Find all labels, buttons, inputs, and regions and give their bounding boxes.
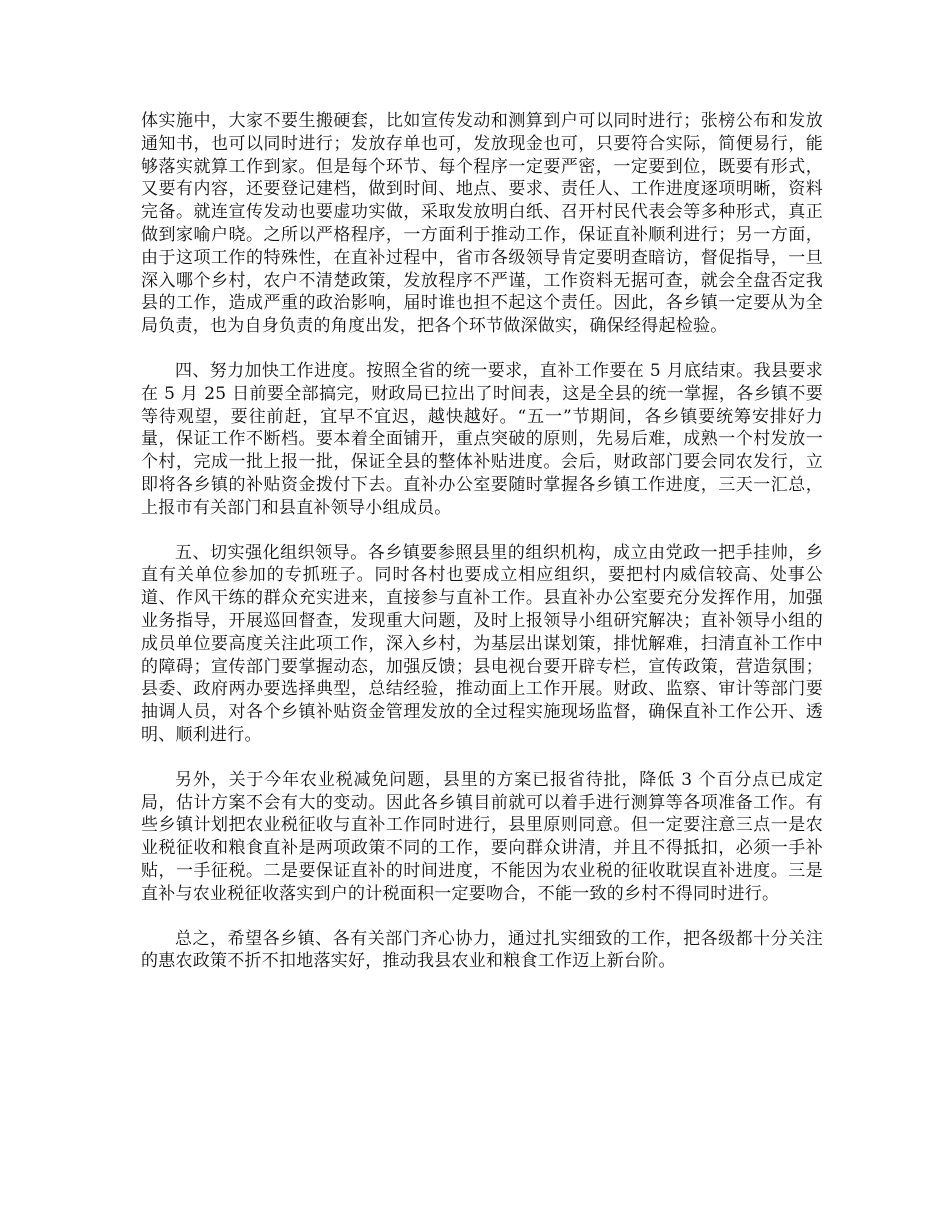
paragraph-agricultural-tax: 另外，关于今年农业税减免问题，县里的方案已报省待批，降低 3 个百分点已成定局，估计方案不会有大的变动。因此各乡镇目前就可以着手进行测算等各项准备工作。有些乡镇计划把农业税征收与直补工作同时进行，县里原则同意。但一定要注意三点一是农业税征收和粮食直补是两项政策不同的工作，要向群众讲清，并且不得抵扣，必须一手补贴，一手征税。二是要保证直补的时间进度，不能因为农业税的征收耽误直补进度。三是直补与农业税征收落实到户的计税面积一定要吻合，不能一致的乡村不得同时进行。 [141,769,823,904]
paragraph-organization-leadership: 五、切实强化组织领导。各乡镇要参照县里的组织机构，成立由党政一把手挂帅，乡直有关单位参加的专抓班子。同时各村也要成立相应组织，要把村内威信较高、处事公道、作风干练的群众充实进来，直接参与直补工作。县直补办公室要充分发挥作用，加强业务指导，开展巡回督查，发现重大问题，及时上报领导小组研究解决；直补领导小组的成员单位要高度关注此项工作，深入乡村，为基层出谋划策，排忧解难，扫清直补工作中的障碍；宣传部门要掌握动态，加强反馈；县电视台要开辟专栏，宣传政策，营造氛围；县委、政府两办要选择典型，总结经验，推动面上工作开展。财政、监察、审计等部门要抽调人员，对各个乡镇补贴资金管理发放的全过程实施现场监督，确保直补工作公开、透明、顺利进行。 [141,542,823,745]
paragraph-continued: 体实施中，大家不要生搬硬套，比如宣传发动和测算到户可以同时进行；张榜公布和发放通知书，也可以同时进行；发放存单也可，发放现金也可，只要符合实际，简便易行，能够落实就算工作到家。但是每个环节、每个程序一定要严密，一定要到位，既要有形式，又要有内容，还要登记建档，做到时间、地点、要求、责任人、工作进度逐项明晰，资料完备。就连宣传发动也要虚功实做，采取发放明白纸、召开村民代表会等多种形式，真正做到家喻户晓。之所以严格程序，一方面利于推动工作，保证直补顺利进行；另一方面，由于这项工作的特殊性，在直补过程中，省市各级领导肯定要明查暗访，督促指导，一旦深入哪个乡村，农户不清楚政策，发放程序不严谨，工作资料无据可查，就会全盘否定我县的工作，造成严重的政治影响，届时谁也担不起这个责任。因此，各乡镇一定要从为全局负责，也为自身负责的角度出发，把各个环节做深做实，确保经得起检验。 [141,111,823,337]
paragraph-work-progress: 四、努力加快工作进度。按照全省的统一要求，直补工作要在 5 月底结束。我县要求在 5 月 25 日前要全部搞完，财政局已拉出了时间表，这是全县的统一掌握，各乡镇不要等待观望，要往前赶，宜早不宜迟，越快越好。“五一”节期间，各乡镇要统筹安排好力量，保证工作不断档。要本着全面铺开，重点突破的原则，先易后难，成熟一个村发放一个村，完成一批上报一批，保证全县的整体补贴进度。会后，财政部门要会同农发行，立即将各乡镇的补贴资金拨付下去。直补办公室要随时掌握各乡镇工作进度，三天一汇总，上报市有关部门和县直补领导小组成员。 [141,360,823,518]
paragraph-conclusion: 总之，希望各乡镇、各有关部门齐心协力，通过扎实细致的工作，把各级都十分关注的惠农政策不折不扣地落实好，推动我县农业和粮食工作迈上新台阶。 [141,928,823,972]
document-body [141,110,823,995]
